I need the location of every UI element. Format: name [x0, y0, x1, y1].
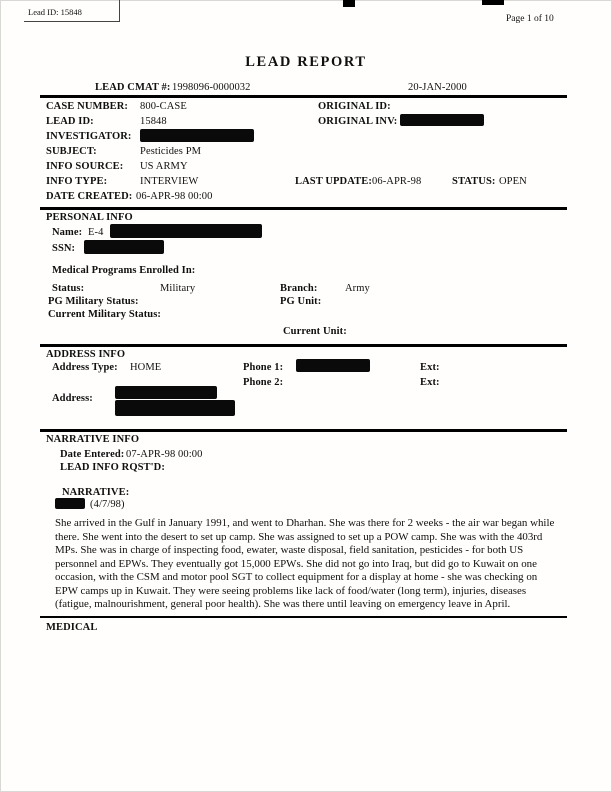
narrative-author-redaction — [55, 498, 85, 509]
section-rule — [40, 344, 567, 347]
case-number-label: CASE NUMBER: — [46, 101, 128, 112]
lead-id-header-text: Lead ID: 15848 — [28, 7, 82, 17]
status-value: OPEN — [499, 176, 527, 187]
phone1-redaction — [296, 359, 370, 372]
ssn-label: SSN: — [52, 243, 76, 254]
original-inv-label: ORIGINAL INV: — [318, 116, 398, 127]
investigator-label: INVESTIGATOR: — [46, 131, 132, 142]
narrative-info-title: NARRATIVE INFO — [46, 434, 140, 445]
phone1-label: Phone 1: — [243, 362, 284, 373]
section-rule — [40, 429, 567, 432]
address-info-title: ADDRESS INFO — [46, 349, 126, 360]
phone2-label: Phone 2: — [243, 377, 284, 388]
name-redaction — [110, 224, 262, 238]
medical-programs-label: Medical Programs Enrolled In: — [52, 265, 196, 276]
section-rule — [40, 616, 567, 618]
military-status-value: Military — [160, 283, 196, 294]
section-rule — [40, 95, 567, 98]
info-type-label: INFO TYPE: — [46, 176, 108, 187]
investigator-redaction — [140, 129, 254, 142]
date-created-label: DATE CREATED: — [46, 191, 133, 202]
info-type-value: INTERVIEW — [140, 176, 199, 187]
date-entered-label: Date Entered: — [60, 449, 125, 460]
ssn-redaction — [84, 240, 164, 254]
status-label: STATUS: — [452, 176, 496, 187]
info-source-label: INFO SOURCE: — [46, 161, 124, 172]
last-update-value: 06-APR-98 — [372, 176, 422, 187]
section-rule — [40, 207, 567, 210]
personal-info-title: PERSONAL INFO — [46, 212, 133, 223]
date-created-value: 06-APR-98 00:00 — [136, 191, 213, 202]
subject-value: Pesticides PM — [140, 146, 202, 157]
lead-cmat-label: LEAD CMAT #: — [95, 82, 171, 93]
current-military-status-label: Current Military Status: — [48, 309, 162, 320]
subject-label: SUBJECT: — [46, 146, 97, 157]
page-number: Page 1 of 10 — [506, 14, 554, 24]
report-date: 20-JAN-2000 — [408, 82, 467, 93]
scan-artifact — [343, 0, 355, 7]
current-unit-label: Current Unit: — [283, 326, 347, 337]
info-source-value: US ARMY — [140, 161, 188, 172]
narrative-label: NARRATIVE: — [62, 487, 130, 498]
narrative-text: She arrived in the Gulf in January 1991, and went to Dharhan. She was there for 2 weeks - the air war began while there. She went into the desert to set up camp. She was assigned to set up a POW camp. She was with the 403rd MPs. She was in charge of inspecting food, ewater, waste disposal, field sanitation, pesticides - for both US personnel and EPWs. They eventually got 15,000 EPWs. She did not go into Iraq, but did go to Kuwait on one occasion, with the CSM and motor pool SGT to collect equipment for a display at home - she was checking on EPW camps up in Kuwait. They were seeing problems like lack of food/water (long term), injuries, diseases (fatigue, malnourishment, general poor health). She was there until leaving on emergency leave in April. — [55, 517, 555, 610]
address-type-value: HOME — [130, 362, 162, 373]
lead-id-value: 15848 — [140, 116, 167, 127]
address-redaction-line2 — [115, 400, 235, 416]
address-label: Address: — [52, 393, 93, 404]
case-number-value: 800-CASE — [140, 101, 187, 112]
date-entered-value: 07-APR-98 00:00 — [126, 449, 203, 460]
branch-value: Army — [345, 283, 370, 294]
lead-id-label: LEAD ID: — [46, 116, 94, 127]
ext2-label: Ext: — [420, 377, 440, 388]
narrative-date: (4/7/98) — [90, 499, 125, 510]
name-label: Name: — [52, 227, 83, 238]
medical-section-title: MEDICAL — [46, 622, 98, 633]
name-value-prefix: E-4 — [88, 227, 104, 238]
address-redaction-line1 — [115, 386, 217, 399]
original-id-label: ORIGINAL ID: — [318, 101, 391, 112]
lead-info-rqstd-label: LEAD INFO RQST'D: — [60, 462, 165, 473]
ext1-label: Ext: — [420, 362, 440, 373]
document-title: LEAD REPORT — [245, 54, 367, 70]
military-status-label: Status: — [52, 283, 85, 294]
lead-cmat-value: 1998096-0000032 — [172, 82, 251, 93]
lead-id-header-box — [24, 0, 120, 22]
address-type-label: Address Type: — [52, 362, 118, 373]
pg-military-status-label: PG Military Status: — [48, 296, 139, 307]
pg-unit-label: PG Unit: — [280, 296, 322, 307]
scan-artifact — [482, 0, 504, 5]
branch-label: Branch: — [280, 283, 318, 294]
last-update-label: LAST UPDATE: — [295, 176, 372, 187]
original-inv-redaction — [400, 114, 484, 126]
